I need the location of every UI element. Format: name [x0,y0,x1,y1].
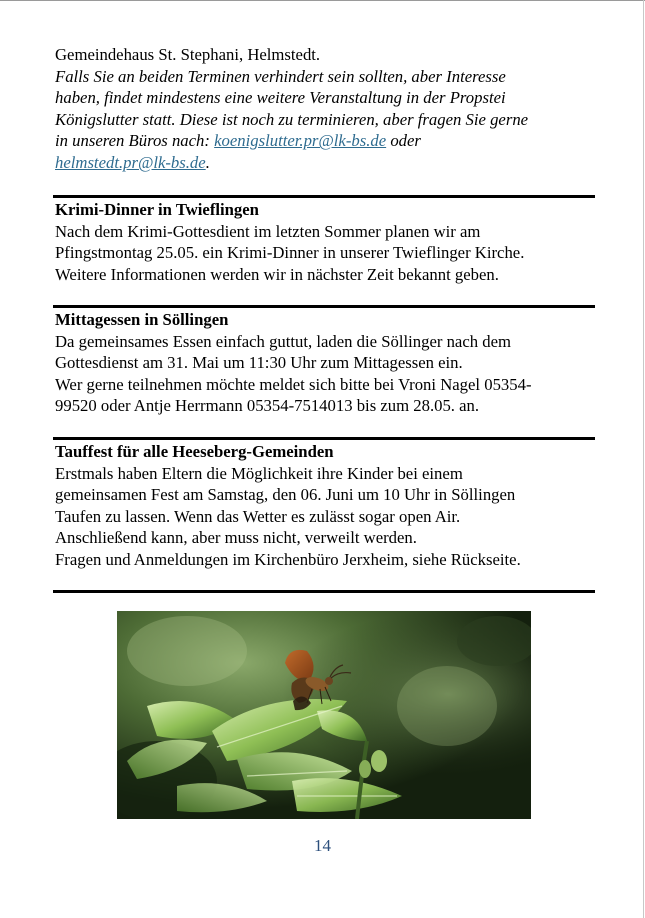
section-title: Mittagessen in Söllingen [55,310,229,329]
intro-email-line [55,152,595,174]
email-line-period: . [205,152,210,172]
page-right-border [643,0,644,918]
section-divider-1 [53,195,595,198]
section-divider-2 [53,305,595,308]
section-text-line: Nach dem Krimi-Gottesdient im letzten Sommer planen wir am [55,221,481,241]
section-text-line: Wer gerne teilnehmen möchte meldet sich bitte bei Vroni Nagel 05354- [55,374,532,394]
section-text-line: Weitere Informationen werden wir in nächster Zeit bekannt geben. [55,264,499,284]
contact-suffix: oder [386,131,421,151]
section-text-line: Anschließend kann, aber muss nicht, verweilt werden. [55,528,417,548]
section-title: Tauffest für alle Heeseberg-Gemeinden [55,442,334,461]
butterfly-photo [117,611,531,819]
section-text-line: Da gemeinsames Essen einfach guttut, laden die Söllinger nach dem [55,331,511,351]
section-krimi-dinner [55,199,595,285]
intro-italic-line-3: Königslutter statt. Diese ist noch zu terminieren, aber fragen Sie gerne [55,109,529,129]
flower-bud [359,760,371,778]
intro-block [55,44,595,174]
intro-italic-line-2: haben, findet mindestens eine weitere Veranstaltung in der Propstei [55,88,506,108]
section-title: Krimi-Dinner in Twieflingen [55,200,259,219]
section-text-line: gemeinsamen Fest am Samstag, den 06. Juni um 10 Uhr in Söllingen [55,485,516,505]
section-text-line: Pfingstmontag 25.05. ein Krimi-Dinner in unserer Twieflinger Kirche. [55,243,525,263]
intro-italic-line-1: Falls Sie an beiden Terminen verhindert sein sollten, aber Interesse [55,66,506,86]
email-link-helmstedt[interactable]: helmstedt.pr@lk-bs.de [55,152,206,172]
section-text-line: Erstmals haben Eltern die Möglichkeit ihre Kinder bei einem [55,463,463,483]
email-link-koenigslutter[interactable]: koenigslutter.pr@lk-bs.de [214,131,387,151]
flower-bud [371,750,387,772]
page-number: 14 [314,836,331,855]
intro-location-line: Gemeindehaus St. Stephani, Helmstedt. [55,45,321,64]
intro-contact-line [55,130,595,152]
section-mittagessen [55,309,595,417]
section-divider-4 [53,590,595,593]
section-text-line: Fragen und Anmeldungen im Kirchenbüro Jerxheim, siehe Rückseite. [55,549,521,569]
section-tauffest [55,441,595,571]
section-text-line: 99520 oder Antje Herrmann 05354-7514013 bis zum 28.05. an. [55,396,480,416]
section-text-line: Gottesdienst am 31. Mai um 11:30 Uhr zum Mittagessen ein. [55,353,463,373]
section-text-line: Taufen zu lassen. Wenn das Wetter es zulässt sogar open Air. [55,506,461,526]
contact-prefix: in unseren Büros nach: [55,131,215,151]
page-top-border [0,0,645,1]
section-divider-3 [53,437,595,440]
